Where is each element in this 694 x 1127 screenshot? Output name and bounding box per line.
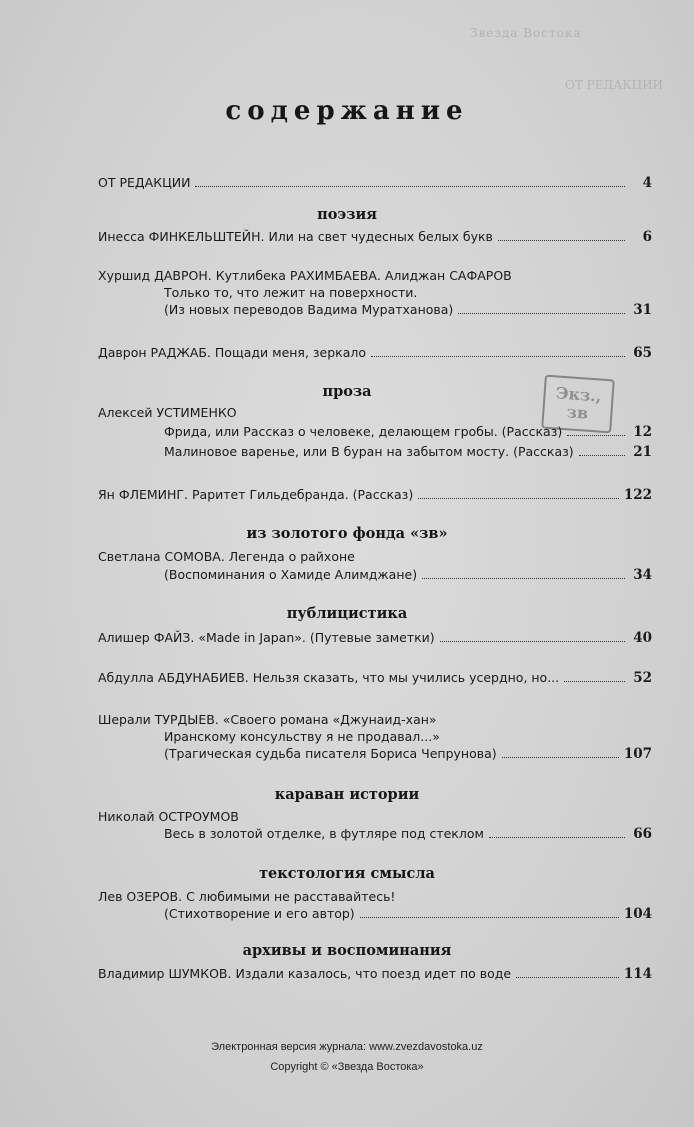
bleed-through-text: Звезда Востока xyxy=(470,26,582,40)
section-heading-journalism: публицистика xyxy=(286,605,408,622)
entry-title-line: Иранскому консульству я не продавал...» xyxy=(164,729,440,744)
toc-entry[interactable] xyxy=(164,302,652,318)
entry-text: Ян ФЛЕМИНГ. Раритет Гильдебранда. (Рассказ) xyxy=(98,487,414,502)
page-number: 114 xyxy=(623,966,652,982)
library-stamp: Экз., зв xyxy=(541,375,615,434)
page-title: содержание xyxy=(225,96,469,126)
entry-author-line: Шерали ТУРДЫЕВ. «Своего романа «Джунаид-хан» xyxy=(98,712,437,727)
toc-entry[interactable] xyxy=(98,670,652,686)
entry-text: (Воспоминания о Хамиде Алимджане) xyxy=(164,567,418,582)
toc-entry[interactable] xyxy=(98,630,652,646)
entry-text: Фрида, или Рассказ о человеке, делающем гробы. (Рассказ) xyxy=(164,424,563,439)
toc-entry[interactable] xyxy=(164,424,652,440)
section-heading-prose: проза xyxy=(322,383,372,400)
dot-leader xyxy=(564,671,625,682)
footer-url-line: Электронная версия журнала: www.zvezdavostoka.uz xyxy=(211,1041,483,1053)
page-number: 52 xyxy=(633,670,652,686)
entry-text: Алишер ФАЙЗ. «Made in Japan». (Путевые заметки) xyxy=(98,630,435,645)
section-heading-caravan: караван истории xyxy=(274,786,420,803)
entry-author-line: Алексей УСТИМЕНКО xyxy=(98,405,237,420)
entry-text: Весь в золотой отделке, в футляре под стеклом xyxy=(164,826,484,841)
entry-text: ОТ РЕДАКЦИИ xyxy=(98,175,191,190)
dot-leader xyxy=(418,488,619,499)
entry-text: Абдулла АБДУНАБИЕВ. Нельзя сказать, что мы учились усердно, но... xyxy=(98,670,560,685)
toc-entry[interactable] xyxy=(164,444,652,460)
page-number: 21 xyxy=(633,444,652,460)
page-number: 40 xyxy=(633,630,652,646)
toc-entry[interactable] xyxy=(98,345,652,361)
dot-leader xyxy=(502,747,619,758)
section-heading-archives: архивы и воспоминания xyxy=(242,942,452,959)
entry-author-line: Лев ОЗЕРОВ. С любимыми не расставайтесь! xyxy=(98,889,396,904)
entry-text: Владимир ШУМКОВ. Издали казалось, что поезд идет по воде xyxy=(98,966,512,981)
toc-entry[interactable] xyxy=(98,229,652,245)
dot-leader xyxy=(422,568,625,579)
page-number: 104 xyxy=(623,906,652,922)
dot-leader xyxy=(498,230,625,241)
dot-leader xyxy=(567,425,625,436)
page-number: 12 xyxy=(633,424,652,440)
toc-entry-editorial[interactable] xyxy=(98,175,652,191)
section-heading-poetry: поэзия xyxy=(317,206,377,223)
entry-text: (Из новых переводов Вадима Муратханова) xyxy=(164,302,454,317)
section-heading-textology: текстология смысла xyxy=(259,865,435,882)
toc-entry[interactable] xyxy=(164,826,652,842)
page-number: 65 xyxy=(633,345,652,361)
entry-text: Малиновое варенье, или В буран на забытом мосту. (Рассказ) xyxy=(164,444,574,459)
footer-copyright: Copyright © «Звезда Востока» xyxy=(270,1061,424,1073)
dot-leader xyxy=(489,827,625,838)
page-number: 107 xyxy=(623,746,652,762)
entry-text: (Трагическая судьба писателя Бориса Чепрунова) xyxy=(164,746,497,761)
dot-leader xyxy=(371,346,625,357)
dot-leader xyxy=(360,907,619,918)
entry-author-line: Хуршид ДАВРОН. Кутлибека РАХИМБАЕВА. Алиджан САФАРОВ xyxy=(98,268,512,283)
toc-entry[interactable] xyxy=(98,966,652,982)
toc-entry[interactable] xyxy=(164,746,652,762)
toc-entry[interactable] xyxy=(164,906,652,922)
entry-author-line: Светлана СОМОВА. Легенда о райхоне xyxy=(98,549,355,564)
toc-entry[interactable] xyxy=(98,487,652,503)
entry-title-line: Только то, что лежит на поверхности. xyxy=(164,285,418,300)
dot-leader xyxy=(579,445,625,456)
dot-leader xyxy=(516,967,619,978)
page-number: 34 xyxy=(633,567,652,583)
entry-text: Инесса ФИНКЕЛЬШТЕЙН. Или на свет чудесных белых букв xyxy=(98,229,493,244)
page-number: 122 xyxy=(623,487,652,503)
toc-entry[interactable] xyxy=(164,567,652,583)
page-number: 31 xyxy=(633,302,652,318)
entry-text: Даврон РАДЖАБ. Пощади меня, зеркало xyxy=(98,345,367,360)
entry-text: (Стихотворение и его автор) xyxy=(164,906,355,921)
dot-leader xyxy=(440,631,625,642)
page-number: 4 xyxy=(642,175,652,191)
bleed-through-corner: ОТ РЕДАКЦИИ xyxy=(565,78,664,92)
entry-author-line: Николай ОСТРОУМОВ xyxy=(98,809,239,824)
page-number: 66 xyxy=(633,826,652,842)
dot-leader xyxy=(458,303,625,314)
section-heading-golden-fund: из золотого фонда «зв» xyxy=(246,525,448,542)
dot-leader xyxy=(195,176,625,187)
page-number: 6 xyxy=(642,229,652,245)
